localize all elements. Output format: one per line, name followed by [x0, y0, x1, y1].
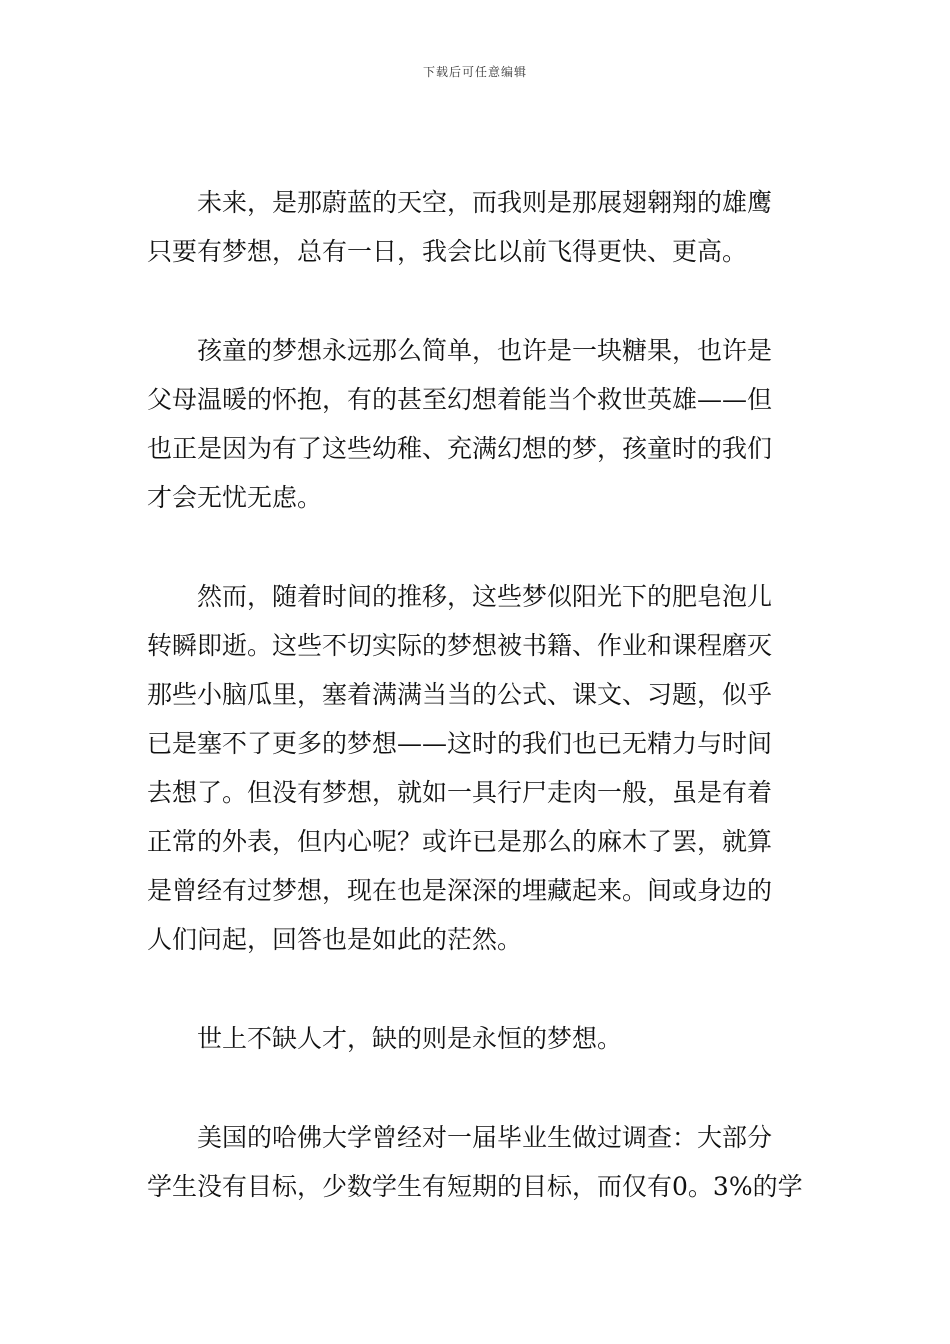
text-line: 去想了。但没有梦想，就如一具行尸走肉一般，虽是有着 [147, 778, 773, 807]
text-line: 未来，是那蔚蓝的天空，而我则是那展翅翱翔的雄鹰 [197, 188, 773, 217]
paragraph-2 [147, 326, 812, 522]
document-body [147, 178, 812, 1261]
text-line: 也正是因为有了这些幼稚、充满幻想的梦，孩童时的我们 [147, 434, 773, 463]
text-line: 已是塞不了更多的梦想——这时的我们也已无精力与时间 [147, 729, 773, 758]
paragraph-3 [147, 572, 812, 964]
text-line: 父母温暖的怀抱，有的甚至幻想着能当个救世英雄——但 [147, 385, 773, 414]
text-line: 世上不缺人才，缺的则是永恒的梦想。 [197, 1024, 623, 1053]
page-header: 下载后可任意编辑 [422, 65, 527, 79]
text-line: 美国的哈佛大学曾经对一届毕业生做过调查：大部分 [197, 1123, 773, 1152]
text-line: 然而，随着时间的推移，这些梦似阳光下的肥皂泡儿 [197, 582, 773, 611]
paragraph-1 [147, 178, 812, 276]
paragraph-5 [147, 1113, 812, 1211]
text-line: 是曾经有过梦想，现在也是深深的埋藏起来。间或身边的 [147, 876, 773, 905]
text-line: 人们问起，回答也是如此的茫然。 [147, 925, 523, 954]
paragraph-4 [147, 1014, 812, 1063]
text-line: 正常的外表，但内心呢？或许已是那么的麻木了罢，就算 [147, 827, 773, 856]
text-line: 只要有梦想，总有一日，我会比以前飞得更快、更高。 [147, 237, 748, 266]
text-line: 才会无忧无虑。 [147, 483, 323, 512]
text-line: 孩童的梦想永远那么简单，也许是一块糖果，也许是 [197, 336, 773, 365]
text-line: 那些小脑瓜里，塞着满满当当的公式、课文、习题，似乎 [147, 680, 773, 709]
text-line: 学生没有目标，少数学生有短期的目标，而仅有0。3%的学 [147, 1172, 803, 1201]
text-line: 转瞬即逝。这些不切实际的梦想被书籍、作业和课程磨灭 [147, 631, 773, 660]
